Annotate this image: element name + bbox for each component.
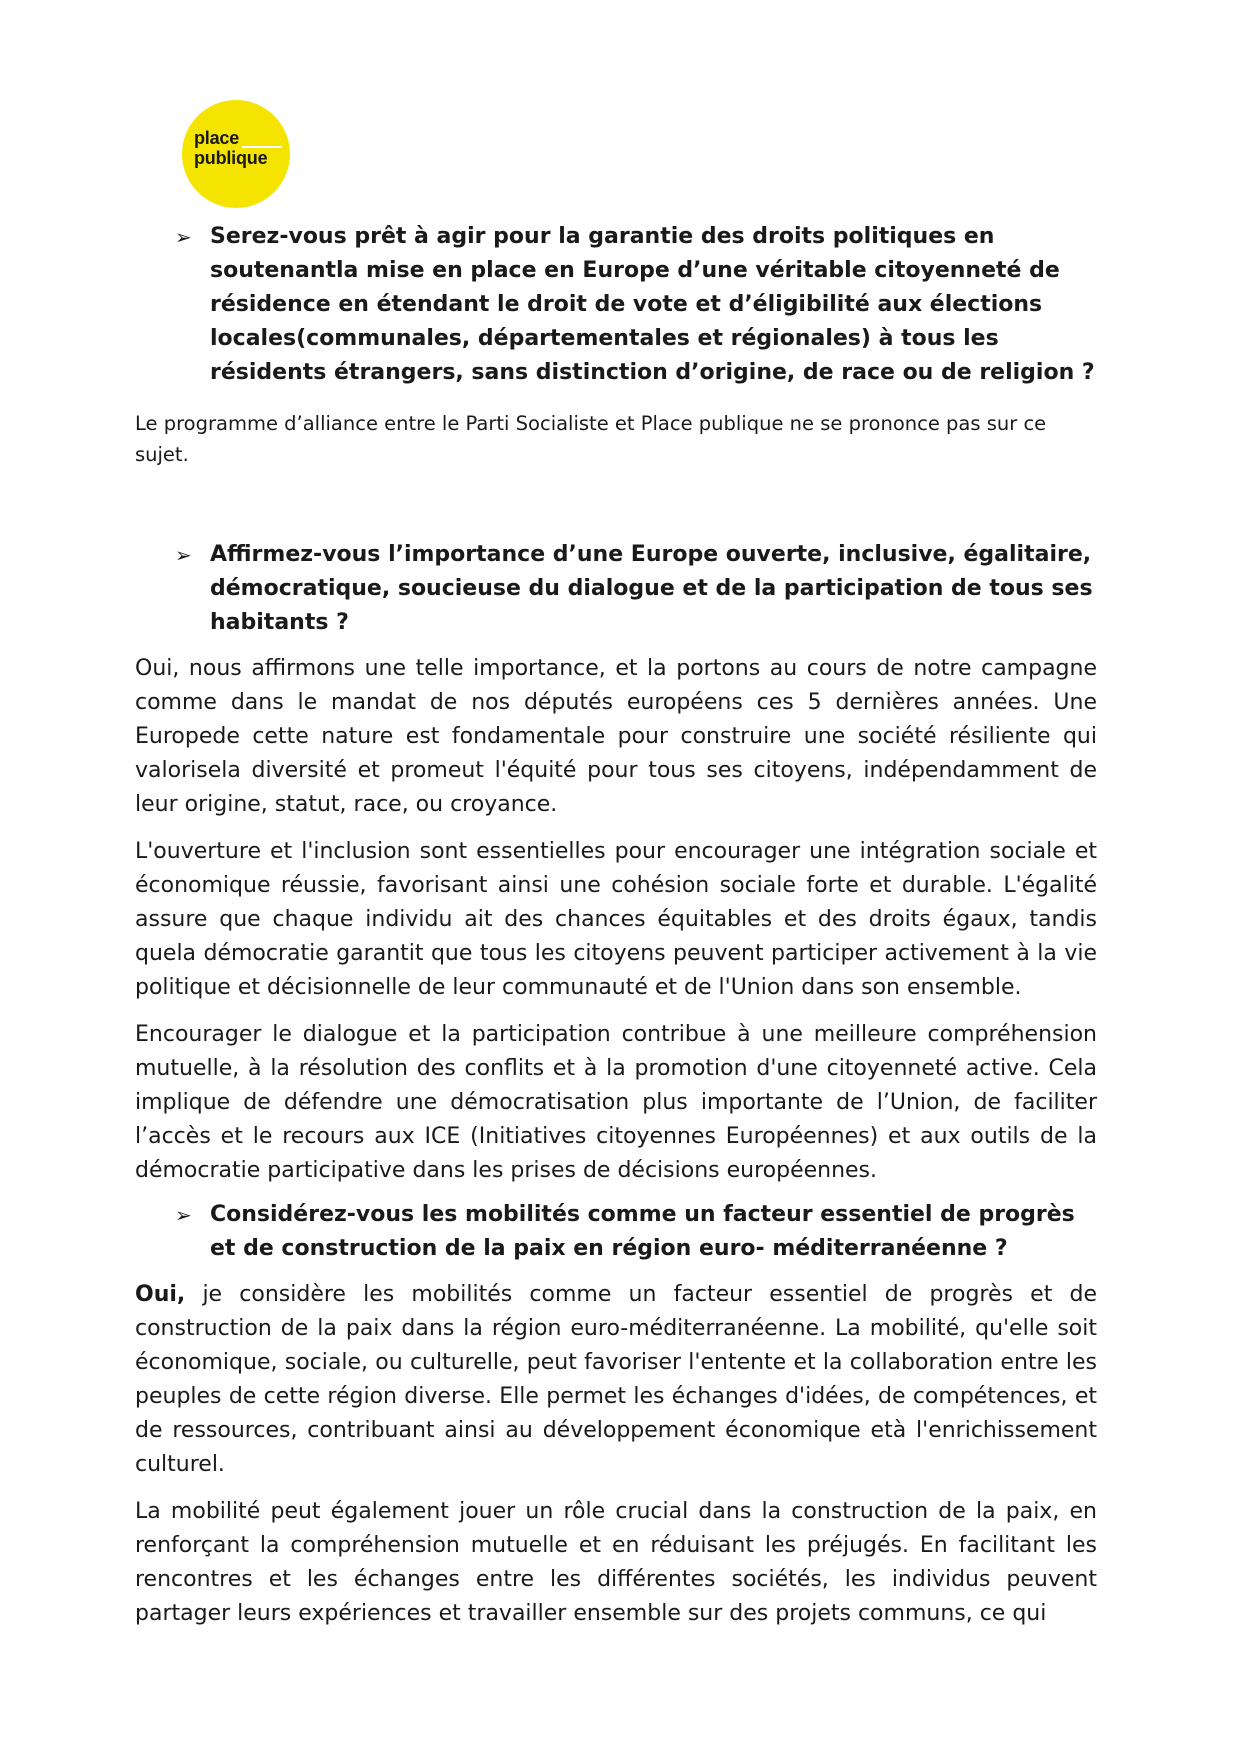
question-2 — [135, 538, 1097, 640]
arrow-bullet-icon: ➢ — [175, 1203, 192, 1227]
logo-line-1: place — [194, 128, 240, 148]
answer-1-paragraph: Le programme d’alliance entre le Parti Socialiste et Place publique ne se prononce pas sur ce sujet. — [135, 412, 1047, 466]
question-3-text: Considérez-vous les mobilités comme un facteur essentiel de progrès et de construction de la paix en région euro- méditerranéenne ? — [210, 1202, 1075, 1261]
logo-line-2: publique — [194, 148, 268, 168]
answer-2-paragraph-1: Oui, nous affirmons une telle importance, et la portons au cours de notre campagne comme dans le mandat de nos députés européens ces 5 dernières années. Une Europede cette nature est fondamentale pour construire une société résiliente qui valorisela diversité et promeut l'équité pour tous ses citoyens, indépendamment de leur origine, statut, race, ou croyance. — [135, 656, 1097, 817]
question-1 — [135, 220, 1097, 390]
answer-3-paragraph-1 — [135, 1278, 1097, 1482]
answer-2-paragraph-2: L'ouverture et l'inclusion sont essentielles pour encourager une intégration sociale et économique réussie, favorisant ainsi une cohésion sociale forte et durable. L'égalité assure que chaque individu ait des chances équitables et des droits égaux, tandis quela démocratie garantit que tous les citoyens peuvent participer activement à la vie politique et décisionnelle de leur communauté et de l'Union dans son ensemble. — [135, 839, 1097, 1000]
answer-3-lead: Oui, — [135, 1282, 186, 1307]
answer-3-paragraph-2: La mobilité peut également jouer un rôle crucial dans la construction de la paix, en renforçant la compréhension mutuelle et en réduisant les préjugés. En facilitant les rencontres et les échanges entre les différentes sociétés, les individus peuvent partager leurs expériences et travailler ensemble sur des projets communs, ce qui — [135, 1499, 1097, 1626]
answer-3-paragraph-1-text: je considère les mobilités comme un facteur essentiel de progrès et de construction de la paix dans la région euro-méditerranéenne. La mobilité, qu'elle soit économique, sociale, ou culturelle, peut favoriser l'entente et la collaboration entre les peuples de cette région diverse. Elle permet les échanges d'idées, de compétences, et de ressources, contribuant ainsi au développement économique età l'enrichissement culturel. — [135, 1282, 1097, 1477]
question-3 — [135, 1198, 1097, 1266]
arrow-bullet-icon: ➢ — [175, 543, 192, 567]
question-1-text: Serez-vous prêt à agir pour la garantie des droits politiques en soutenantla mise en place en Europe d’une véritable citoyenneté de résidence en étendant le droit de vote et d’éligibilité aux élections locales(communales, départementales et régionales) à tous les résidents étrangers, sans distinction d’origine, de race ou de religion ? — [210, 224, 1095, 385]
question-2-text: Affirmez-vous l’importance d’une Europe ouverte, inclusive, égalitaire, démocratique, soucieuse du dialogue et de la participation de tous ses habitants ? — [210, 542, 1093, 635]
answer-2-paragraph-3: Encourager le dialogue et la participation contribue à une meilleure compréhension mutuelle, à la résolution des conflits et à la promotion d'une citoyenneté active. Cela implique de défendre une démocratisation plus importante de l’Union, de faciliter l’accès et le recours aux ICE (Initiatives citoyennes Européennes) et aux outils de la démocratie participative dans les prises de décisions européennes. — [135, 1022, 1097, 1183]
place-publique-logo — [182, 100, 290, 208]
document-body — [135, 220, 1097, 1631]
arrow-bullet-icon: ➢ — [175, 225, 192, 249]
